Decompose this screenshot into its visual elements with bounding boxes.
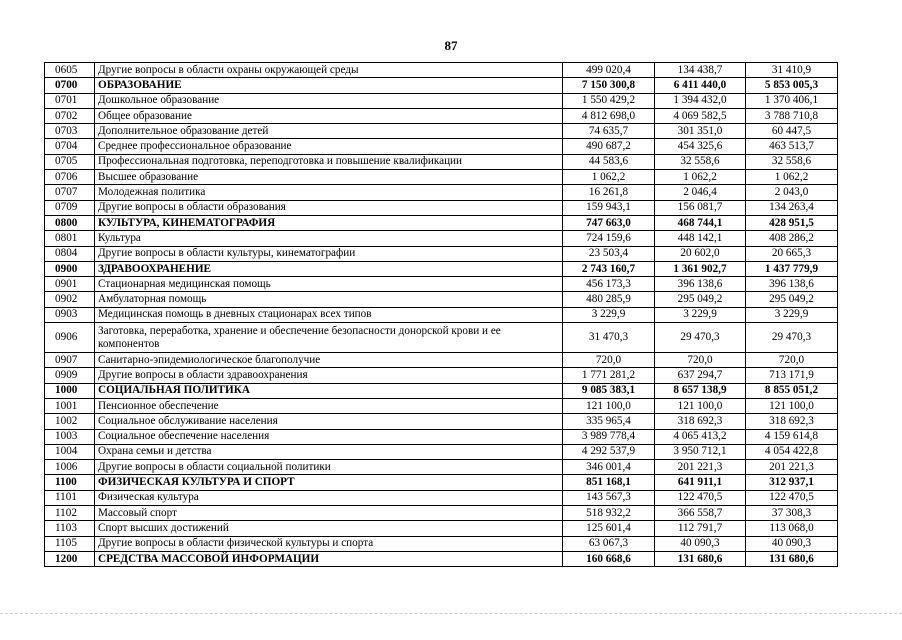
amount-col2-cell: 4 065 413,2 [655, 429, 746, 444]
amount-col1-cell: 63 067,3 [563, 536, 655, 551]
section-code-cell: 0801 [45, 231, 95, 246]
amount-col1-cell: 31 470,3 [563, 323, 655, 353]
amount-col1-cell: 143 567,3 [563, 490, 655, 505]
section-name-cell: Профессиональная подготовка, переподготовка и повышение квалификации [95, 154, 563, 169]
section-code-cell: 0701 [45, 93, 95, 108]
amount-col1-cell: 1 062,2 [563, 170, 655, 185]
table-row [45, 307, 838, 322]
section-name-cell: КУЛЬТУРА, КИНЕМАТОГРАФИЯ [95, 215, 563, 230]
section-name-cell: Другие вопросы в области здравоохранения [95, 368, 563, 383]
amount-col1-cell: 4 292 537,9 [563, 444, 655, 459]
section-name-cell: Спорт высших достижений [95, 521, 563, 536]
section-name-cell: Другие вопросы в области образования [95, 200, 563, 215]
table-row [45, 277, 838, 292]
section-code-cell: 0901 [45, 277, 95, 292]
table-row [45, 93, 838, 108]
section-name-cell: Социальное обслуживание населения [95, 414, 563, 429]
amount-col1-cell: 518 932,2 [563, 506, 655, 521]
section-code-cell: 0906 [45, 323, 95, 353]
section-code-cell: 1002 [45, 414, 95, 429]
amount-col2-cell: 396 138,6 [655, 277, 746, 292]
section-name-cell: Среднее профессиональное образование [95, 139, 563, 154]
amount-col3-cell: 20 665,3 [746, 246, 838, 261]
amount-col1-cell: 7 150 300,8 [563, 78, 655, 93]
section-name-cell: Амбулаторная помощь [95, 292, 563, 307]
table-section-row [45, 215, 838, 230]
amount-col3-cell: 31 410,9 [746, 63, 838, 78]
section-code-cell: 1103 [45, 521, 95, 536]
section-code-cell: 0707 [45, 185, 95, 200]
amount-col3-cell: 720,0 [746, 353, 838, 368]
amount-col1-cell: 720,0 [563, 353, 655, 368]
amount-col3-cell: 295 049,2 [746, 292, 838, 307]
amount-col3-cell: 121 100,0 [746, 398, 838, 413]
amount-col3-cell: 134 263,4 [746, 200, 838, 215]
table-row [45, 63, 838, 78]
amount-col1-cell: 335 965,4 [563, 414, 655, 429]
amount-col2-cell: 3 229,9 [655, 307, 746, 322]
section-name-cell: Массовый спорт [95, 506, 563, 521]
section-name-cell: Социальное обеспечение населения [95, 429, 563, 444]
section-name-cell: Стационарная медицинская помощь [95, 277, 563, 292]
amount-col2-cell: 1 361 902,7 [655, 261, 746, 276]
amount-col2-cell: 468 744,1 [655, 215, 746, 230]
section-code-cell: 0909 [45, 368, 95, 383]
amount-col2-cell: 29 470,3 [655, 323, 746, 353]
amount-col1-cell: 499 020,4 [563, 63, 655, 78]
table-section-row [45, 475, 838, 490]
amount-col3-cell: 408 286,2 [746, 231, 838, 246]
amount-col1-cell: 125 601,4 [563, 521, 655, 536]
table-row [45, 353, 838, 368]
section-name-cell: Охрана семьи и детства [95, 444, 563, 459]
section-code-cell: 1000 [45, 383, 95, 398]
amount-col3-cell: 463 513,7 [746, 139, 838, 154]
section-code-cell: 0902 [45, 292, 95, 307]
section-code-cell: 0900 [45, 261, 95, 276]
page-number: 87 [444, 38, 458, 53]
section-code-cell: 0703 [45, 124, 95, 139]
section-code-cell: 1105 [45, 536, 95, 551]
section-name-cell: Другие вопросы в области физической культуры и спорта [95, 536, 563, 551]
section-name-cell: Заготовка, переработка, хранение и обеспечение безопасности донорской крови и ее компонентов [95, 323, 563, 353]
amount-col2-cell: 318 692,3 [655, 414, 746, 429]
amount-col3-cell: 113 068,0 [746, 521, 838, 536]
amount-col2-cell: 201 221,3 [655, 460, 746, 475]
amount-col3-cell: 5 853 005,3 [746, 78, 838, 93]
section-code-cell: 0705 [45, 154, 95, 169]
amount-col2-cell: 295 049,2 [655, 292, 746, 307]
amount-col3-cell: 2 043,0 [746, 185, 838, 200]
amount-col1-cell: 346 001,4 [563, 460, 655, 475]
amount-col2-cell: 641 911,1 [655, 475, 746, 490]
table-section-row [45, 78, 838, 93]
table-section-row [45, 551, 838, 566]
table-row [45, 246, 838, 261]
table-row [45, 521, 838, 536]
table-row [45, 460, 838, 475]
table-row [45, 490, 838, 505]
amount-col3-cell: 37 308,3 [746, 506, 838, 521]
amount-col3-cell: 318 692,3 [746, 414, 838, 429]
section-code-cell: 0700 [45, 78, 95, 93]
table-row [45, 444, 838, 459]
table-row [45, 368, 838, 383]
amount-col3-cell: 4 054 422,8 [746, 444, 838, 459]
amount-col2-cell: 6 411 440,0 [655, 78, 746, 93]
table-section-row [45, 261, 838, 276]
amount-col1-cell: 851 168,1 [563, 475, 655, 490]
table-row [45, 154, 838, 169]
amount-col1-cell: 490 687,2 [563, 139, 655, 154]
amount-col3-cell: 60 447,5 [746, 124, 838, 139]
table-section-row [45, 383, 838, 398]
amount-col2-cell: 121 100,0 [655, 398, 746, 413]
section-name-cell: Дополнительное образование детей [95, 124, 563, 139]
amount-col3-cell: 8 855 051,2 [746, 383, 838, 398]
section-code-cell: 1003 [45, 429, 95, 444]
amount-col2-cell: 122 470,5 [655, 490, 746, 505]
amount-col2-cell: 8 657 138,9 [655, 383, 746, 398]
amount-col2-cell: 1 062,2 [655, 170, 746, 185]
section-name-cell: Другие вопросы в области охраны окружающей среды [95, 63, 563, 78]
table-row [45, 292, 838, 307]
amount-col1-cell: 16 261,8 [563, 185, 655, 200]
section-code-cell: 0800 [45, 215, 95, 230]
section-name-cell: СОЦИАЛЬНАЯ ПОЛИТИКА [95, 383, 563, 398]
amount-col2-cell: 454 325,6 [655, 139, 746, 154]
section-name-cell: Высшее образование [95, 170, 563, 185]
section-code-cell: 1001 [45, 398, 95, 413]
section-code-cell: 1101 [45, 490, 95, 505]
section-name-cell: Пенсионное обеспечение [95, 398, 563, 413]
amount-col3-cell: 1 370 406,1 [746, 93, 838, 108]
amount-col2-cell: 131 680,6 [655, 551, 746, 566]
amount-col1-cell: 3 989 778,4 [563, 429, 655, 444]
amount-col1-cell: 456 173,3 [563, 277, 655, 292]
section-name-cell: ФИЗИЧЕСКАЯ КУЛЬТУРА И СПОРТ [95, 475, 563, 490]
section-code-cell: 0704 [45, 139, 95, 154]
amount-col2-cell: 20 602,0 [655, 246, 746, 261]
table-row [45, 536, 838, 551]
section-code-cell: 1100 [45, 475, 95, 490]
amount-col3-cell: 29 470,3 [746, 323, 838, 353]
page-bottom-divider [0, 613, 902, 615]
amount-col1-cell: 3 229,9 [563, 307, 655, 322]
amount-col3-cell: 122 470,5 [746, 490, 838, 505]
amount-col1-cell: 121 100,0 [563, 398, 655, 413]
table-row [45, 398, 838, 413]
amount-col3-cell: 1 062,2 [746, 170, 838, 185]
amount-col2-cell: 112 791,7 [655, 521, 746, 536]
amount-col1-cell: 4 812 698,0 [563, 108, 655, 123]
section-name-cell: Физическая культура [95, 490, 563, 505]
amount-col3-cell: 428 951,5 [746, 215, 838, 230]
amount-col1-cell: 1 550 429,2 [563, 93, 655, 108]
table-row [45, 429, 838, 444]
amount-col2-cell: 448 142,1 [655, 231, 746, 246]
amount-col3-cell: 4 159 614,8 [746, 429, 838, 444]
budget-table-body [45, 63, 838, 567]
amount-col2-cell: 720,0 [655, 353, 746, 368]
section-code-cell: 0907 [45, 353, 95, 368]
table-row [45, 170, 838, 185]
amount-col2-cell: 637 294,7 [655, 368, 746, 383]
amount-col1-cell: 1 771 281,2 [563, 368, 655, 383]
amount-col2-cell: 32 558,6 [655, 154, 746, 169]
section-name-cell: Другие вопросы в области социальной политики [95, 460, 563, 475]
section-code-cell: 1200 [45, 551, 95, 566]
amount-col2-cell: 2 046,4 [655, 185, 746, 200]
section-code-cell: 1004 [45, 444, 95, 459]
table-row [45, 185, 838, 200]
section-code-cell: 0804 [45, 246, 95, 261]
amount-col3-cell: 3 229,9 [746, 307, 838, 322]
amount-col2-cell: 1 394 432,0 [655, 93, 746, 108]
amount-col1-cell: 159 943,1 [563, 200, 655, 215]
table-row [45, 200, 838, 215]
section-name-cell: ЗДРАВООХРАНЕНИЕ [95, 261, 563, 276]
amount-col2-cell: 40 090,3 [655, 536, 746, 551]
amount-col3-cell: 396 138,6 [746, 277, 838, 292]
section-code-cell: 0709 [45, 200, 95, 215]
section-code-cell: 0605 [45, 63, 95, 78]
section-name-cell: Медицинская помощь в дневных стационарах всех типов [95, 307, 563, 322]
amount-col3-cell: 201 221,3 [746, 460, 838, 475]
amount-col3-cell: 3 788 710,8 [746, 108, 838, 123]
section-name-cell: СРЕДСТВА МАССОВОЙ ИНФОРМАЦИИ [95, 551, 563, 566]
amount-col3-cell: 40 090,3 [746, 536, 838, 551]
amount-col1-cell: 480 285,9 [563, 292, 655, 307]
amount-col2-cell: 156 081,7 [655, 200, 746, 215]
amount-col1-cell: 2 743 160,7 [563, 261, 655, 276]
section-name-cell: Дошкольное образование [95, 93, 563, 108]
amount-col2-cell: 301 351,0 [655, 124, 746, 139]
amount-col1-cell: 23 503,4 [563, 246, 655, 261]
amount-col3-cell: 713 171,9 [746, 368, 838, 383]
table-row [45, 108, 838, 123]
amount-col1-cell: 160 668,6 [563, 551, 655, 566]
table-row [45, 414, 838, 429]
amount-col3-cell: 312 937,1 [746, 475, 838, 490]
section-name-cell: Общее образование [95, 108, 563, 123]
section-code-cell: 0702 [45, 108, 95, 123]
section-code-cell: 1102 [45, 506, 95, 521]
amount-col2-cell: 3 950 712,1 [655, 444, 746, 459]
section-name-cell: Молодежная политика [95, 185, 563, 200]
section-name-cell: Культура [95, 231, 563, 246]
section-name-cell: ОБРАЗОВАНИЕ [95, 78, 563, 93]
table-row [45, 124, 838, 139]
section-code-cell: 0903 [45, 307, 95, 322]
amount-col2-cell: 366 558,7 [655, 506, 746, 521]
amount-col3-cell: 32 558,6 [746, 154, 838, 169]
amount-col1-cell: 44 583,6 [563, 154, 655, 169]
amount-col2-cell: 4 069 582,5 [655, 108, 746, 123]
amount-col1-cell: 9 085 383,1 [563, 383, 655, 398]
section-code-cell: 0706 [45, 170, 95, 185]
budget-table [44, 62, 838, 567]
table-row [45, 323, 838, 353]
amount-col2-cell: 134 438,7 [655, 63, 746, 78]
amount-col3-cell: 1 437 779,9 [746, 261, 838, 276]
table-row [45, 139, 838, 154]
table-row [45, 506, 838, 521]
table-row [45, 231, 838, 246]
amount-col1-cell: 724 159,6 [563, 231, 655, 246]
amount-col1-cell: 74 635,7 [563, 124, 655, 139]
amount-col1-cell: 747 663,0 [563, 215, 655, 230]
section-name-cell: Санитарно-эпидемиологическое благополучие [95, 353, 563, 368]
section-name-cell: Другие вопросы в области культуры, кинематографии [95, 246, 563, 261]
amount-col3-cell: 131 680,6 [746, 551, 838, 566]
section-code-cell: 1006 [45, 460, 95, 475]
